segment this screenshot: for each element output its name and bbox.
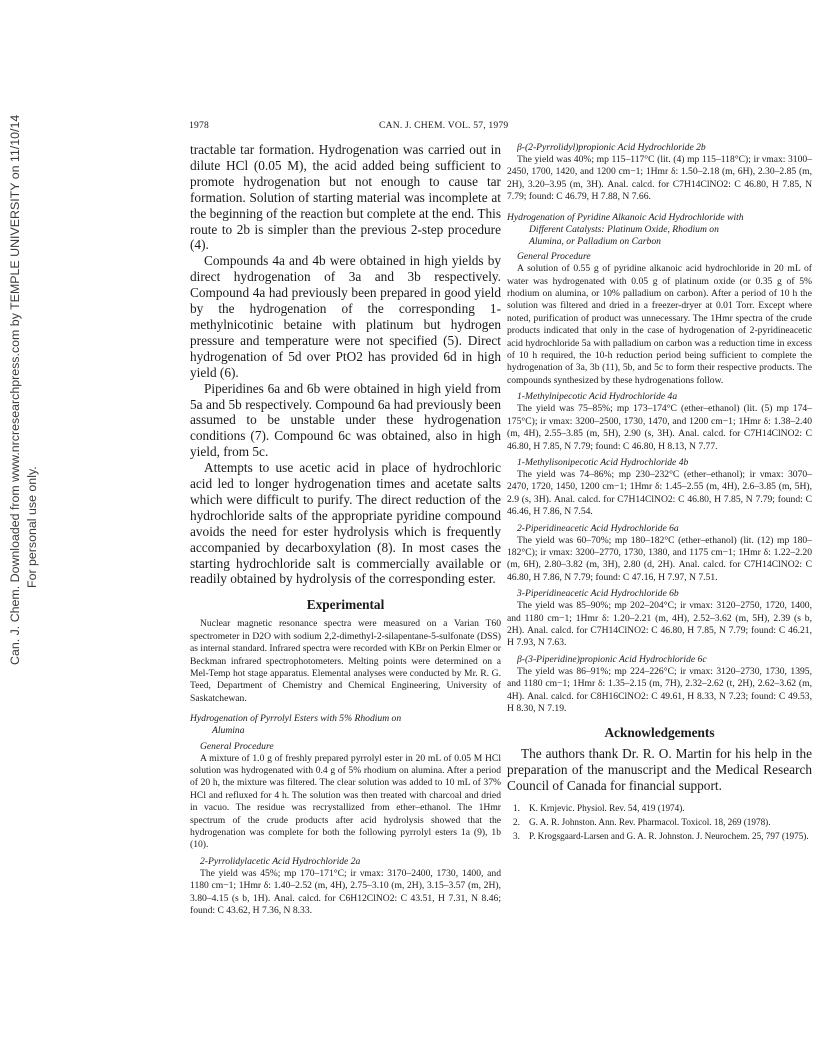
procedure-paragraph: A solution of 0.55 g of pyridine alkanoic acid hydrochloride in 20 mL of water was hydrogenated with 0.05 g of platinum oxide (or 0.35 g of 5% rhodium on alumina, or 10% palladium on carbon). After a period of 10 h the solution was filtered and dried in a freezer-dryer at 0.01 Torr. Except where noted, purification of product was unnecessary. The 1Hmr spectra of the crude products indicated that only in the case of hydrogenation of 2-pyridineacetic acid hydrochloride 5a with palladium on carbon was a reduction time in excess of 10 h required, the 10-h reduction period being sufficient to complete the hydrogenation of 3a, 3b (11), 5b, and 5c to form their respective products. The compounds synthesized by these hydrogenations follow. — [507, 263, 812, 386]
body-paragraph: Attempts to use acetic acid in place of hydrochloric acid led to longer hydrogenation times and acetate salts which were difficult to purify. The direct reduction of the hydrochloride salts of the appropriate pyridine compound avoids the need for ester hydrolysis which is frequently accompanied by decarboxylation (8). In most cases the starting hydrochloride salt is commercially available or readily obtained by hydrolysis of the corresponding ester. — [190, 460, 501, 587]
reference-number: 2. — [513, 817, 520, 828]
heading-line: Alumina, or Palladium on Carbon — [529, 236, 661, 248]
heading-line: Different Catalysts: Platinum Oxide, Rhodium on — [529, 223, 719, 235]
download-watermark — [6, 114, 46, 690]
section-title-acknowledgements: Acknowledgements — [604, 725, 715, 741]
reference-list — [507, 802, 812, 842]
general-procedure-heading: General Procedure — [517, 251, 591, 263]
reference-text: P. Krogsgaard-Larsen and G. A. R. Johnston. J. Neurochem. 25, 797 (1975). — [529, 831, 809, 842]
heading-line: Hydrogenation of Pyrrolyl Esters with 5% Rhodium on — [190, 713, 402, 725]
running-header — [189, 120, 636, 134]
reference-text: G. A. R. Johnston. Ann. Rev. Pharmacol. Toxicol. 18, 269 (1978). — [529, 817, 771, 828]
heading-line: Alumina — [212, 725, 245, 737]
left-column — [190, 142, 501, 918]
compound-data-4b: The yield was 74–86%; mp 230–232°C (ether–ethanol); ir νmax: 3070–2470, 1720, 1450, 1200 cm−1; 1Hmr δ: 1.45–2.55 (m, 4H), 2.6–3.85 (m, 5H), 2.9 (s, 3H). Anal. calcd. for C7H14ClNO2: C 46.80, H 7.85, N 7.79; found: C 46.46, H 7.86, N 7.54. — [507, 468, 812, 518]
body-paragraph: tractable tar formation. Hydrogenation was carried out in dilute HCl (0.05 M), the acid added being sufficient to promote hydrogenation but not enough to cause tar formation. Solution of starting material was incomplete at the beginning of the reaction but complete at the end. This route to 2b is simpler than the previous 2-step procedure (4). — [190, 142, 501, 253]
reference-item — [507, 830, 812, 842]
reference-item — [507, 802, 812, 814]
compound-heading-6c: β-(3-Piperidine)propionic Acid Hydrochloride 6c — [517, 653, 707, 665]
section-title-experimental: Experimental — [306, 597, 385, 613]
compound-heading-4a: 1-Methylnipecotic Acid Hydrochloride 4a — [517, 391, 678, 403]
compound-data-6b: The yield was 85–90%; mp 202–204°C; ir νmax: 3120–2750, 1720, 1400, and 1180 cm−1; 1Hmr δ: 1.20–2.21 (m, 4H), 2.52–3.62 (m, 5H), 2.39 (s b, 2H). Anal. calcd. for C7H14ClNO2: C 46.80, H 7.85, N 7.79; found: C 46.21, H 7.93, N 7.63. — [507, 600, 812, 649]
watermark-line-2: For personal use only. — [25, 466, 39, 588]
compound-data-6c: The yield was 86–91%; mp 224–226°C; ir νmax: 3120–2730, 1730, 1395, and 1180 cm−1; 1Hmr δ: 1.35–2.15 (m, 7H), 2.32–2.62 (t, 2H), 2.62–3.62 (m, 4H). Anal. calcd. for C8H16ClNO2: C 49.61, H 8.33, N 7.23; found: C 49.53, H 8.30, N 7.19. — [507, 665, 812, 715]
compound-data-6a: The yield was 60–70%; mp 180–182°C (ether–ethanol) (lit. (12) mp 180–182°C); ir νmax: 3200–2770, 1730, 1380, and 1175 cm−1; 1Hmr δ: 1.22–2.20 (m, 6H), 2.80–3.82 (m, 3H), 2.80 (d, 2H). Anal. calcd. for C7H14ClNO2: C 46.80, H 7.86, N 7.79; found: C 47.16, H 7.97, N 7.51. — [507, 534, 812, 583]
compound-data-2a: The yield was 45%; mp 170–171°C; ir νmax: 3170–2400, 1730, 1400, and 1180 cm−1; 1Hmr δ: 1.40–2.52 (m, 4H), 2.75–3.10 (m, 2H), 3.15–3.57 (m, 2H), 3.80–4.15 (s b, 1H). Anal. calcd. for C6H12ClNO2: C 43.51, H 7.31, N 8.46; found: C 43.62, H 7.36, N 8.33. — [190, 867, 501, 917]
compound-heading-6a: 2-Piperidineacetic Acid Hydrochloride 6a — [517, 522, 679, 534]
compound-heading-4b: 1-Methylisonipecotic Acid Hydrochloride 4b — [517, 456, 689, 468]
journal-citation: CAN. J. CHEM. VOL. 57, 1979 — [379, 120, 509, 131]
compound-heading-6b: 3-Piperidineacetic Acid Hydrochloride 6b — [517, 588, 679, 600]
acknowledgements-paragraph: The authors thank Dr. R. O. Martin for his help in the preparation of the manuscript and the Medical Research Council of Canada for financial support. — [507, 746, 812, 794]
reference-text: K. Krnjevic. Physiol. Rev. 54, 419 (1974). — [529, 803, 685, 814]
watermark-line-1: Can. J. Chem. Downloaded from www.nrcresearchpress.com by TEMPLE UNIVERSITY on 11/10/14 — [8, 114, 22, 665]
right-column — [507, 142, 812, 844]
body-paragraph: Compounds 4a and 4b were obtained in high yields by direct hydrogenation of 3a and 3b respectively. Compound 4a had previously been prepared in good yield by the hydrogenation of the corresponding 1-methylnicotinic betaine with platinum but hydrogen pressure and temperature were not specified (5). Direct hydrogenation of 5d over PtO2 has provided 6d in high yield (6). — [190, 253, 501, 380]
compound-heading-2b: β-(2-Pyrrolidyl)propionic Acid Hydrochloride 2b — [517, 142, 706, 153]
procedure-paragraph: A mixture of 1.0 g of freshly prepared pyrrolyl ester in 20 mL of 0.05 M HCl solution was hydrogenated with 0.4 g of 5% rhodium on alumina. After a period of 20 h, the mixture was filtered. The clear solution was added to 10 mL of 37% HCl and refluxed for 4 h. The solution was then treated with charcoal and dried in vacuo. The residue was recrystallized from ether–ethanol. The 1Hmr spectrum of the crude products after acid hydrolysis showed that the hydrogenation was complete for both the following pyrrolyl esters 1a (9), 1b (10). — [190, 752, 501, 851]
subsection-heading-pyridine — [507, 212, 812, 249]
reference-item — [507, 816, 812, 828]
heading-line: Hydrogenation of Pyridine Alkanoic Acid Hydrochloride with — [507, 211, 744, 223]
reference-number: 3. — [513, 831, 520, 842]
compound-data-2b: The yield was 40%; mp 115–117°C (lit. (4) mp 115–118°C); ir νmax: 3100–2450, 1700, 1420, and 1200 cm−1; 1Hmr δ: 1.50–2.18 (m, 6H), 2.30–2.85 (m, 2H), 3.20–3.95 (m, 3H). Anal. calcd. for C7H14ClNO2: C 46.80, H 7.85, N 7.79; found: C 46.79, H 7.88, N 7.66. — [507, 154, 812, 203]
reference-number: 1. — [513, 803, 520, 814]
body-paragraph: Piperidines 6a and 6b were obtained in high yield from 5a and 5b respectively. Compound 6a had previously been assumed to be unstable under these hydrogenation conditions (7). Compound 6c was obtained, also in high yield, from 5c. — [190, 380, 501, 460]
compound-heading-2a: 2-Pyrrolidylacetic Acid Hydrochloride 2a — [200, 855, 361, 867]
subsection-heading-pyrrolyl — [190, 713, 501, 737]
experimental-paragraph: Nuclear magnetic resonance spectra were measured on a Varian T60 spectrometer in D2O with sodium 2,2-dimethyl-2-silapentane-5-sulfonate (DSS) as internal standard. Infrared spectra were recorded with KBr on Perkin Elmer or Beckman infrared spectrophotometers. Melting points were determined on a Mel-Temp hot stage apparatus. Elemental analyses were conducted by Mr. R. G. Teed, Department of Chemistry and Chemical Engineering, University of Saskatchewan. — [190, 618, 501, 704]
general-procedure-heading: General Procedure — [200, 740, 274, 752]
page-number: 1978 — [189, 120, 209, 131]
compound-data-4a: The yield was 75–85%; mp 173–174°C (ether–ethanol) (lit. (5) mp 174–175°C); ir νmax: 3200–2500, 1730, 1470, and 1200 cm−1; 1Hmr δ: 1.38–2.40 (m, 4H), 2.55–3.85 (m, 5H), 2.90 (s, 3H). Anal. calcd. for C7H14ClNO2: C 46.80, H 7.85, N 7.79; found: C 46.80, H 8.13, N 7.77. — [507, 403, 812, 452]
